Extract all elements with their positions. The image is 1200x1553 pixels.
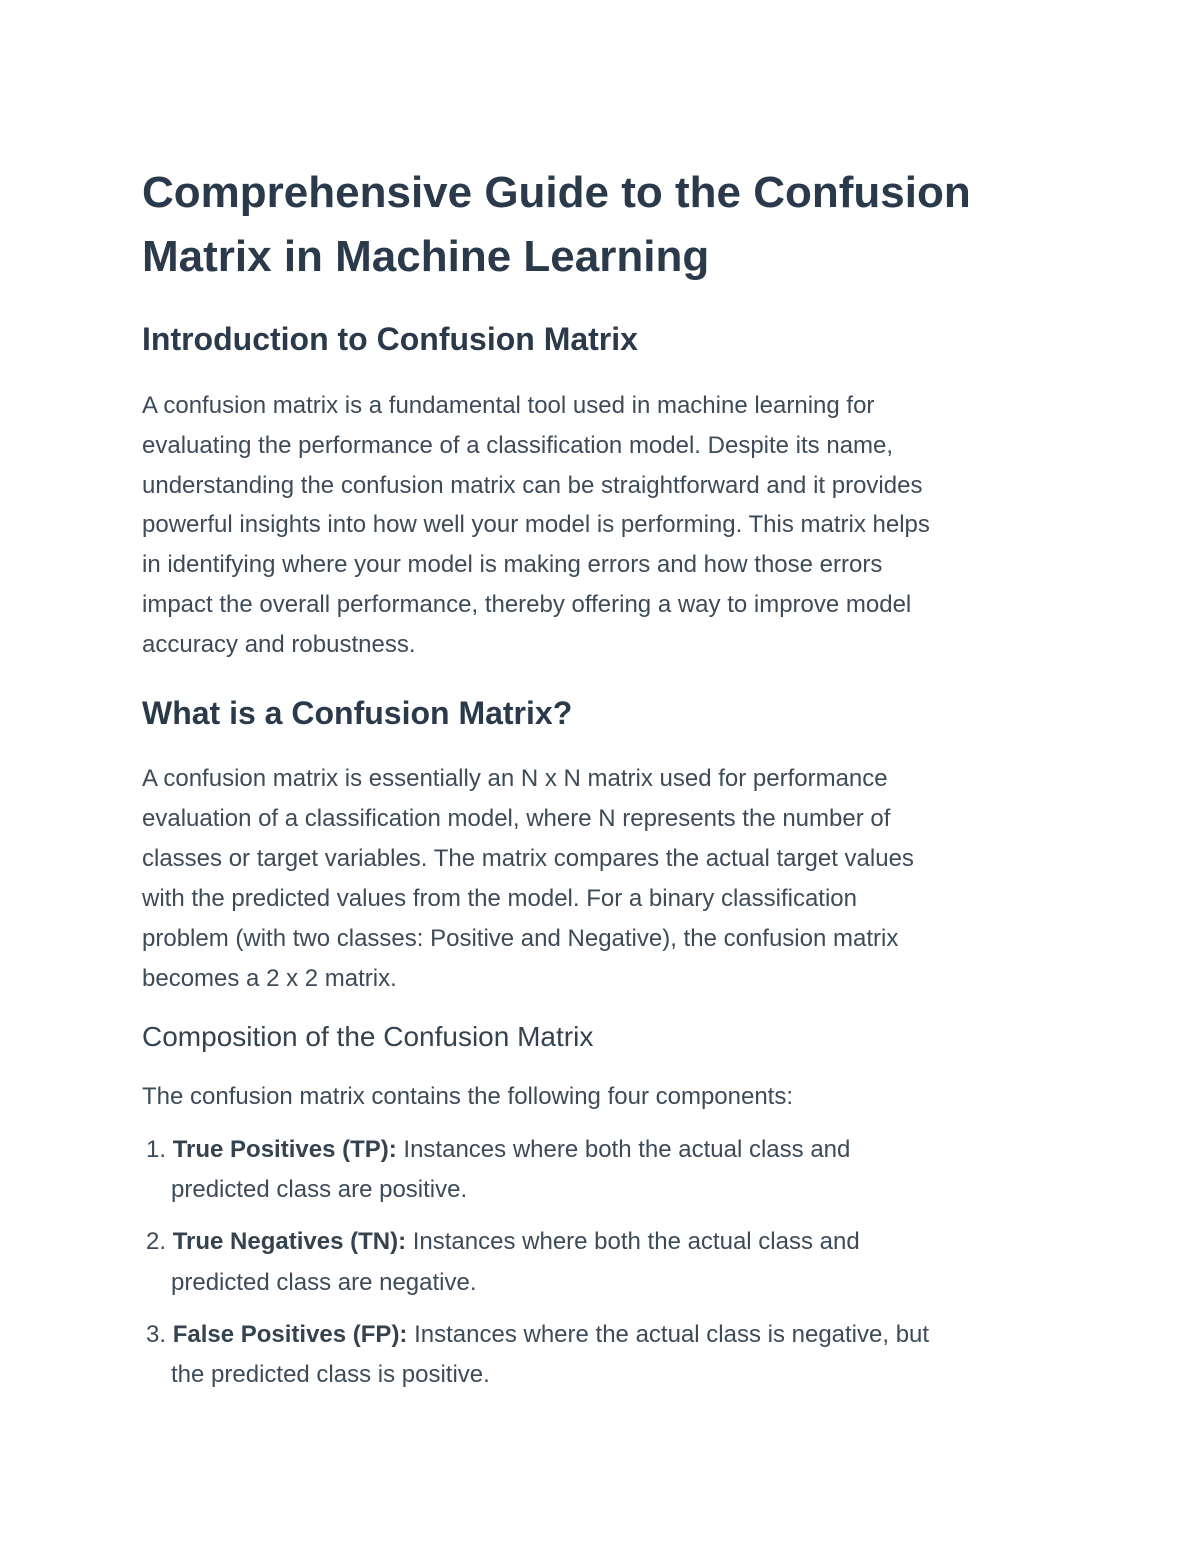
list-number: 1. bbox=[146, 1136, 167, 1163]
list-text: Instances where the actual class is negative, but bbox=[407, 1321, 930, 1348]
list-text: the predicted class is positive. bbox=[171, 1361, 490, 1388]
list-number: 3. bbox=[146, 1321, 167, 1348]
heading-introduction: Introduction to Confusion Matrix bbox=[142, 321, 638, 357]
list-term: False Positives (FP): bbox=[172, 1321, 408, 1348]
paragraph-line: A confusion matrix is a fundamental tool used in machine learning for bbox=[142, 392, 875, 419]
list-term: True Negatives (TN): bbox=[172, 1228, 407, 1255]
list-text: predicted class are negative. bbox=[171, 1269, 477, 1296]
paragraph-line: evaluation of a classification model, where N represents the number of bbox=[142, 805, 891, 832]
list-text: Instances where both the actual class and bbox=[406, 1228, 860, 1255]
title-line: Comprehensive Guide to the Confusion bbox=[142, 168, 971, 217]
paragraph-line: becomes a 2 x 2 matrix. bbox=[142, 965, 397, 992]
composition-intro: The confusion matrix contains the following four components: bbox=[142, 1083, 794, 1110]
paragraph-line: classes or target variables. The matrix compares the actual target values bbox=[142, 845, 914, 872]
paragraph-line: in identifying where your model is making errors and how those errors bbox=[142, 551, 883, 578]
paragraph-line: understanding the confusion matrix can be straightforward and it provides bbox=[142, 472, 923, 499]
list-number: 2. bbox=[146, 1228, 167, 1255]
paragraph-line: accuracy and robustness. bbox=[142, 631, 416, 658]
list-term: True Positives (TP): bbox=[172, 1136, 397, 1163]
list-text: predicted class are positive. bbox=[171, 1176, 468, 1203]
heading-composition: Composition of the Confusion Matrix bbox=[142, 1021, 594, 1052]
paragraph-line: problem (with two classes: Positive and Negative), the confusion matrix bbox=[142, 925, 899, 952]
paragraph-line: powerful insights into how well your model is performing. This matrix helps bbox=[142, 511, 930, 538]
paragraph-line: evaluating the performance of a classification model. Despite its name, bbox=[142, 432, 894, 459]
paragraph-line: impact the overall performance, thereby offering a way to improve model bbox=[142, 591, 912, 618]
paragraph-line: A confusion matrix is essentially an N x N matrix used for performance bbox=[142, 765, 888, 792]
paragraph-line: with the predicted values from the model. For a binary classification bbox=[142, 885, 857, 912]
title-line: Matrix in Machine Learning bbox=[142, 232, 710, 281]
heading-what-is: What is a Confusion Matrix? bbox=[142, 695, 573, 731]
list-text: Instances where both the actual class and bbox=[396, 1136, 851, 1163]
